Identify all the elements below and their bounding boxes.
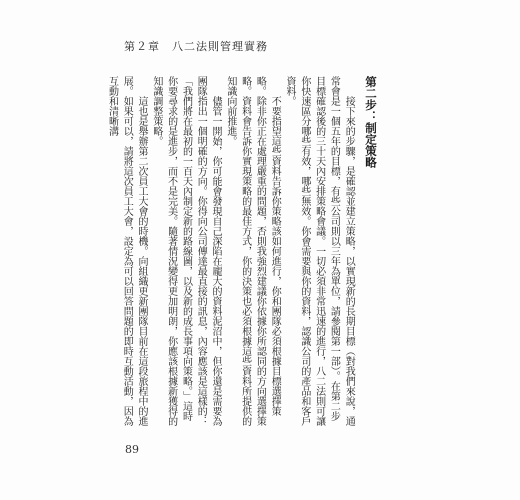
paragraph-2: 不要指望這些資料告訴你策略該如何進行，你和團隊必須根據目標選擇策略。除非你正在處理嚴重的問題，否則我強烈建議你依據你所認同的方向選擇策略。資料會告訴你實現策略的最佳方式，你的決策也必須根據這些資料所提供的知識向前推進。 — [224, 76, 281, 426]
running-header: 第２章 八二法則管理實務 — [124, 40, 268, 53]
paragraph-3: 儘管一開始，你可能會發現自己深陷在龐大的資料泥沼中，但你還是需要為團隊指出一個明確的方向。你得向公司傳達最直接的訊息，內容應該是這樣的：「我們將在最初的一百天內制定新的路線圖，以及新的成長事項向策略。」這時你要尋求的是進步，而不是完美。隨著情況變得更加明朗，你應該根據新獲得的知識調整策略。 — [150, 76, 222, 426]
vertical-text-body — [106, 76, 378, 426]
page-number: 89 — [125, 443, 139, 456]
paragraph-4: 這也是舉辦第二次員工大會的時機。向組織更新團隊目前在這段旅程中的進展。如果可以，請將這次員工大會，設定為可以回答問題的即時互動活動，因為互動和清晰溝 — [106, 76, 148, 426]
paragraph-1: 接下來的步驟，是確認並建立策略，以實現新的長期目標（對我們來說，通常會是一個五年的目標，有些公司則以三年為單位，請參閱第一部）。在第二步目標確認後的三十天內安排策略會議。一切必須非常迅速的進行，八二法則可讓你快速區分哪些有效，哪些無效。你會需要與你的資料，認識公司的產品和客戶資料。 — [284, 76, 355, 426]
section-title: 第二步：制定策略 — [364, 76, 378, 168]
